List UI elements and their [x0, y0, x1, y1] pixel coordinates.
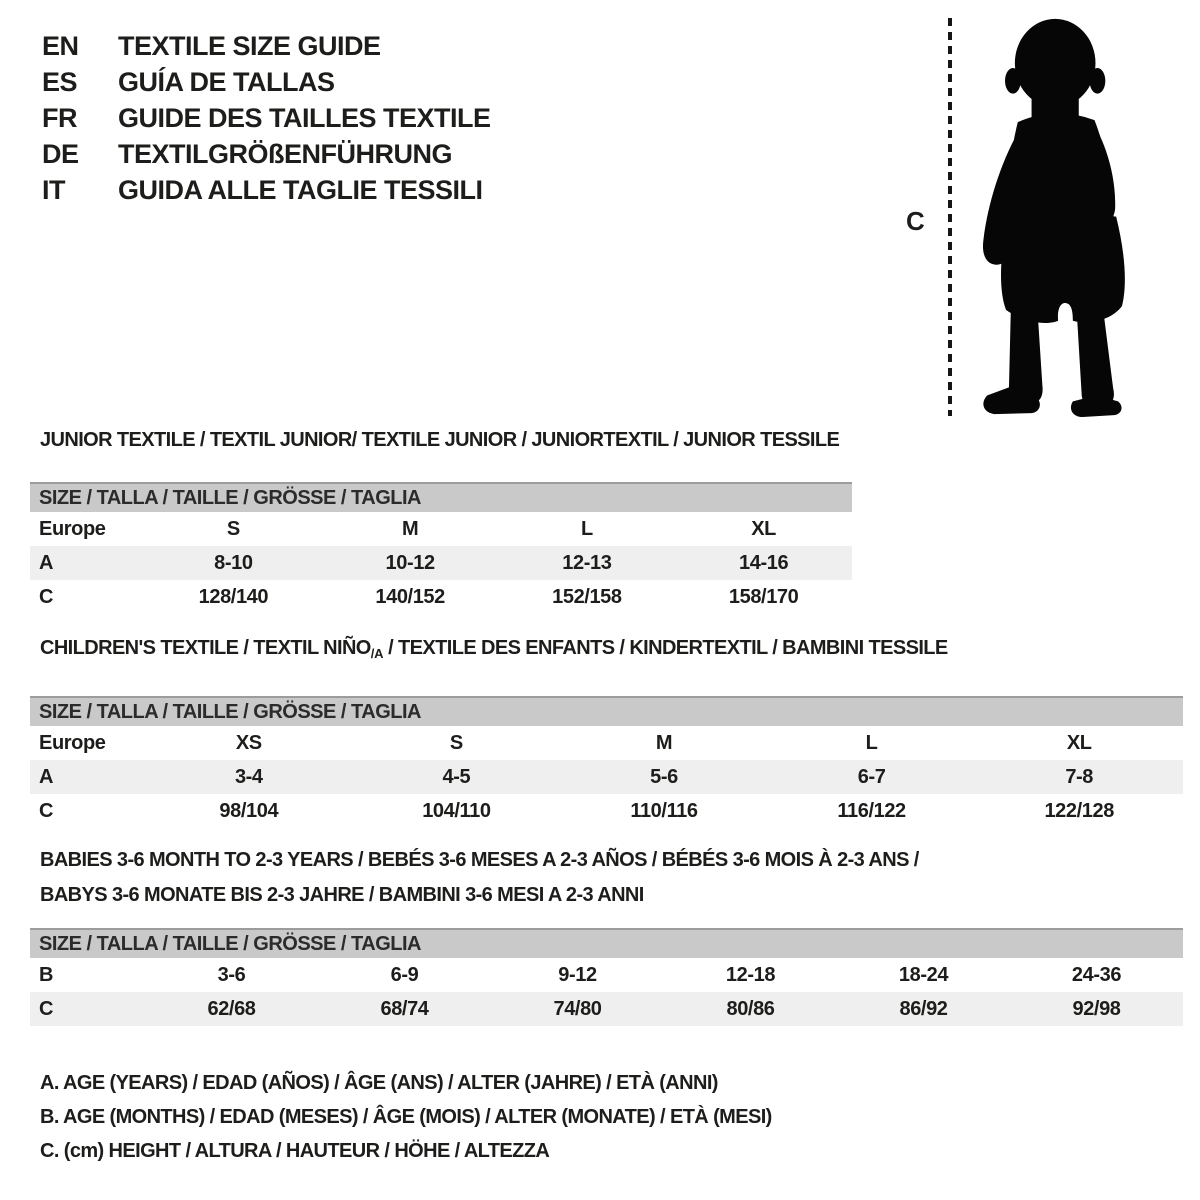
row-label: Europe — [39, 732, 106, 754]
lang-code: FR — [42, 103, 77, 133]
toddler-silhouette — [965, 12, 1165, 420]
table-cell: 6-7 — [857, 766, 886, 788]
table-row — [30, 726, 1183, 760]
row-label: B — [39, 964, 54, 986]
table-cell: 12-13 — [562, 552, 612, 574]
section-title-text: CHILDREN'S TEXTILE / TEXTIL NIÑO — [40, 637, 371, 659]
table-cell: 74/80 — [553, 998, 602, 1020]
table-cell: XL — [751, 518, 776, 540]
section-title: BABIES 3-6 MONTH TO 2-3 YEARS / BEBÉS 3-6 MESES A 2-3 AÑOS / BÉBÉS 3-6 MOIS À 2-3 ANS / — [40, 849, 919, 871]
row-label: C — [39, 998, 54, 1020]
size-header-bar: SIZE / TALLA / TAILLE / GRÖSSE / TAGLIA — [30, 696, 1183, 726]
legend-line-c: C. (cm) HEIGHT / ALTURA / HAUTEUR / HÖHE / ALTEZZA — [40, 1140, 550, 1162]
size-header-bar: SIZE / TALLA / TAILLE / GRÖSSE / TAGLIA — [30, 928, 1183, 958]
table-cell: 9-12 — [558, 964, 597, 986]
table-cell: 86/92 — [899, 998, 948, 1020]
row-label: A — [39, 766, 54, 788]
row-label: A — [39, 552, 54, 574]
lang-title: GUÍA DE TALLAS — [118, 67, 335, 97]
table-cell: 5-6 — [650, 766, 678, 788]
section-title — [30, 637, 1183, 665]
language-title-list — [42, 28, 491, 208]
lang-title: GUIDA ALLE TAGLIE TESSILI — [118, 175, 483, 205]
table-cell: 18-24 — [898, 964, 949, 986]
table-row — [30, 958, 1183, 992]
table-cell: 12-18 — [725, 964, 776, 986]
lang-title: GUIDE DES TAILLES TEXTILE — [118, 103, 491, 133]
lang-code: DE — [42, 139, 79, 169]
section-title: BABYS 3-6 MONATE BIS 2-3 JAHRE / BAMBINI 3-6 MESI A 2-3 ANNI — [40, 884, 644, 906]
section-title-subscript: /A — [370, 646, 384, 661]
size-header-bar: SIZE / TALLA / TAILLE / GRÖSSE / TAGLIA — [30, 482, 852, 512]
table-cell: 128/140 — [198, 586, 269, 608]
babies-textile-section — [30, 843, 1183, 1026]
table-cell: 110/116 — [630, 800, 698, 822]
junior-textile-section — [30, 429, 852, 614]
lang-title: TEXTILGRÖßENFÜHRUNG — [118, 139, 452, 169]
row-label: Europe — [39, 518, 106, 540]
height-label-c: C — [906, 206, 925, 236]
row-label: C — [39, 800, 54, 822]
lang-code: EN — [42, 31, 79, 61]
table-cell: L — [865, 732, 878, 754]
table-cell: 6-9 — [390, 964, 419, 986]
table-cell: 14-16 — [739, 552, 789, 574]
table-cell: 3-4 — [234, 766, 263, 788]
table-cell: 92/98 — [1072, 998, 1121, 1020]
table-cell: 140/152 — [375, 586, 445, 608]
table-cell: 3-6 — [217, 964, 246, 986]
table-row — [30, 546, 852, 580]
table-cell: XL — [1066, 732, 1092, 754]
table-cell: M — [655, 732, 673, 754]
table-cell: 116/122 — [837, 800, 906, 822]
table-cell: 80/86 — [726, 998, 775, 1020]
legend-line-a: A. AGE (YEARS) / EDAD (AÑOS) / ÂGE (ANS) / ALTER (JAHRE) / ETÀ (ANNI) — [40, 1072, 718, 1094]
table-row — [30, 760, 1183, 794]
table-cell: S — [449, 732, 463, 754]
legend-line-b: B. AGE (MONTHS) / EDAD (MESES) / ÂGE (MOIS) / ALTER (MONATE) / ETÀ (MESI) — [40, 1106, 772, 1128]
table-cell: 122/128 — [1044, 800, 1114, 822]
table-cell: 158/170 — [728, 586, 799, 608]
table-row — [30, 512, 852, 546]
height-measure-line — [948, 18, 952, 416]
table-row — [30, 794, 1183, 828]
table-cell: 10-12 — [385, 552, 435, 574]
table-cell: 68/74 — [380, 998, 429, 1020]
table-cell: M — [401, 518, 419, 540]
table-cell: 104/110 — [422, 800, 491, 822]
row-label: C — [39, 586, 54, 608]
table-cell: 4-5 — [442, 766, 471, 788]
table-cell: XS — [235, 732, 262, 754]
table-cell: 152/158 — [552, 586, 622, 608]
lang-code: IT — [42, 175, 65, 205]
table-cell: S — [226, 518, 240, 540]
table-cell: 98/104 — [219, 800, 279, 822]
lang-title: TEXTILE SIZE GUIDE — [118, 31, 381, 61]
children-textile-section — [30, 637, 1183, 828]
table-cell: 7-8 — [1065, 766, 1094, 788]
table-cell: 24-36 — [1071, 964, 1122, 986]
lang-code: ES — [42, 67, 78, 97]
measurement-legend — [30, 1066, 772, 1168]
table-row — [30, 992, 1183, 1026]
section-title: JUNIOR TEXTILE / TEXTIL JUNIOR/ TEXTILE JUNIOR / JUNIORTEXTIL / JUNIOR TESSILE — [40, 429, 840, 451]
section-title-text: / TEXTILE DES ENFANTS / KINDERTEXTIL / BAMBINI TESSILE — [383, 637, 948, 659]
table-row — [30, 580, 852, 614]
table-cell: 62/68 — [207, 998, 256, 1020]
table-cell: L — [580, 518, 593, 540]
table-cell: 8-10 — [214, 552, 253, 574]
